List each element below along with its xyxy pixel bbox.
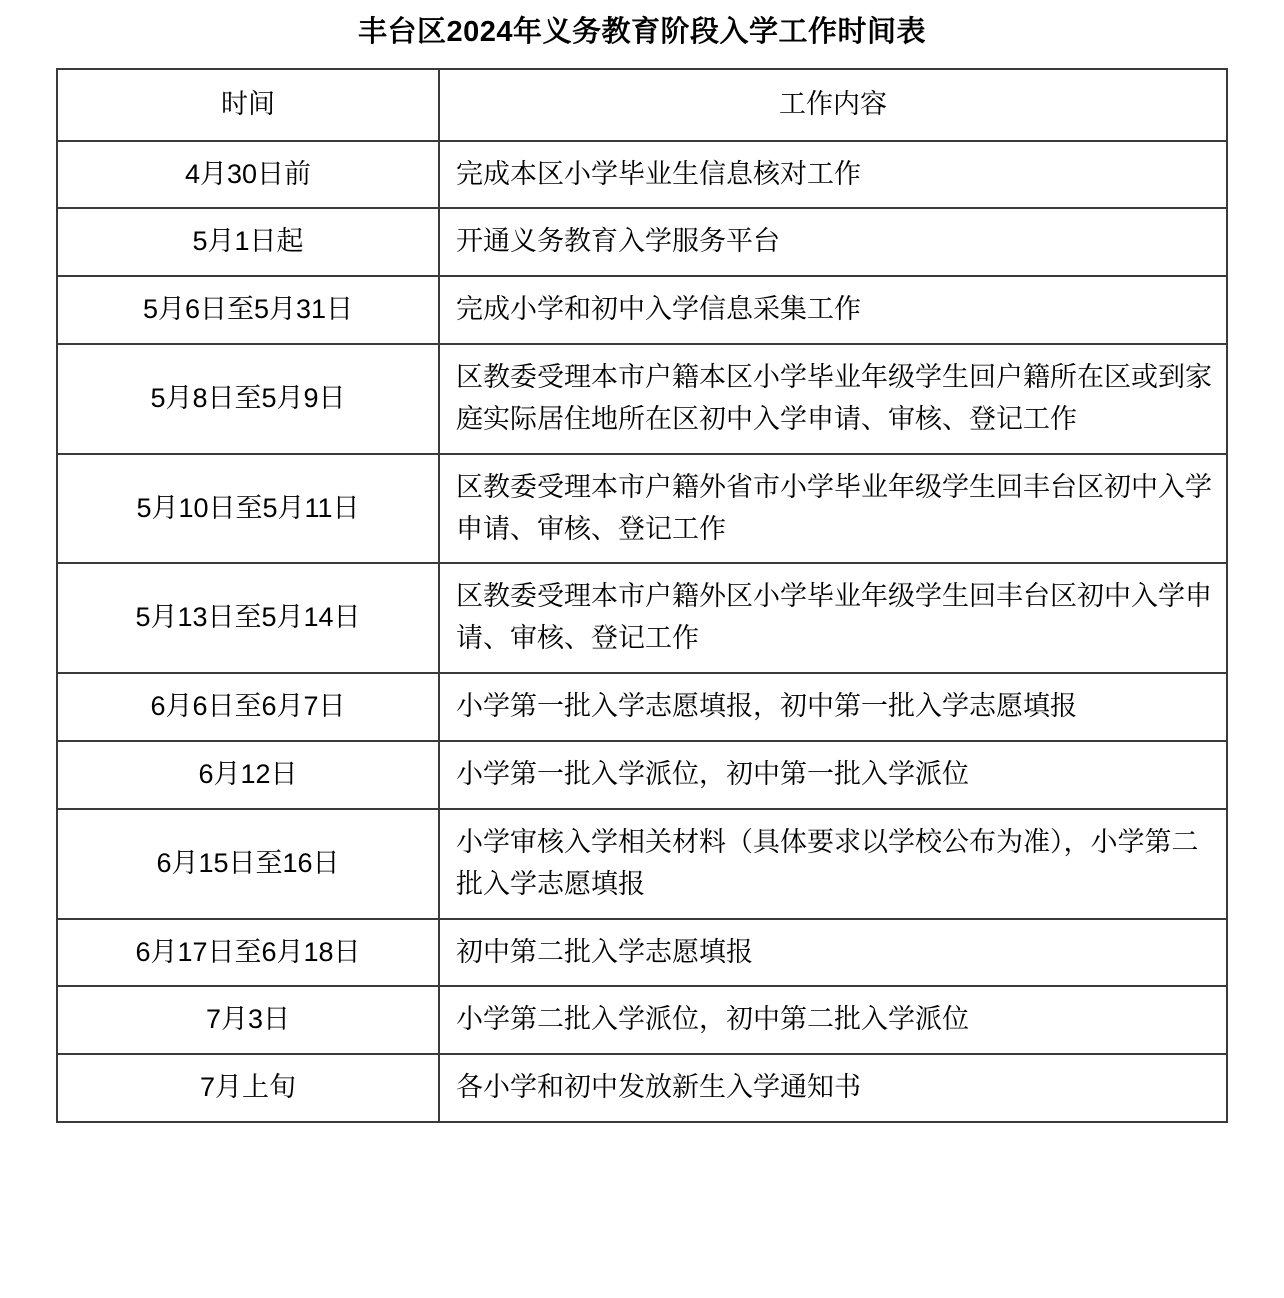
cell-content: 区教委受理本市户籍外省市小学毕业年级学生回丰台区初中入学申请、审核、登记工作 (439, 454, 1227, 564)
cell-time: 7月上旬 (57, 1054, 439, 1122)
table-row (57, 276, 1227, 344)
table-header (57, 69, 1227, 141)
column-header-time: 时间 (57, 69, 439, 141)
cell-time: 6月17日至6月18日 (57, 919, 439, 987)
cell-content: 区教委受理本市户籍本区小学毕业年级学生回户籍所在区或到家庭实际居住地所在区初中入学申请、审核、登记工作 (439, 344, 1227, 454)
cell-content: 各小学和初中发放新生入学通知书 (439, 1054, 1227, 1122)
table-row (57, 344, 1227, 454)
cell-time: 5月6日至5月31日 (57, 276, 439, 344)
page-title: 丰台区2024年义务教育阶段入学工作时间表 (357, 16, 926, 48)
cell-time: 5月13日至5月14日 (57, 563, 439, 673)
table-row (57, 1054, 1227, 1122)
cell-content: 完成本区小学毕业生信息核对工作 (439, 141, 1227, 209)
table-row (57, 741, 1227, 809)
cell-time: 6月12日 (57, 741, 439, 809)
table-row (57, 673, 1227, 741)
table-row (57, 208, 1227, 276)
table-body (57, 141, 1227, 1123)
column-header-content: 工作内容 (439, 69, 1227, 141)
table-header-row (57, 69, 1227, 141)
cell-content: 初中第二批入学志愿填报 (439, 919, 1227, 987)
table-row (57, 563, 1227, 673)
cell-content: 完成小学和初中入学信息采集工作 (439, 276, 1227, 344)
cell-time: 6月6日至6月7日 (57, 673, 439, 741)
cell-content: 小学第一批入学志愿填报，初中第一批入学志愿填报 (439, 673, 1227, 741)
schedule-table (56, 68, 1228, 1123)
cell-content: 小学审核入学相关材料（具体要求以学校公布为准），小学第二批入学志愿填报 (439, 809, 1227, 919)
cell-time: 5月8日至5月9日 (57, 344, 439, 454)
table-row (57, 986, 1227, 1054)
cell-time: 5月10日至5月11日 (57, 454, 439, 564)
cell-time: 5月1日起 (57, 208, 439, 276)
table-row (57, 919, 1227, 987)
cell-time: 4月30日前 (57, 141, 439, 209)
cell-content: 小学第二批入学派位，初中第二批入学派位 (439, 986, 1227, 1054)
table-row (57, 141, 1227, 209)
cell-time: 7月3日 (57, 986, 439, 1054)
cell-time: 6月15日至16日 (57, 809, 439, 919)
table-row (57, 454, 1227, 564)
cell-content: 区教委受理本市户籍外区小学毕业年级学生回丰台区初中入学申请、审核、登记工作 (439, 563, 1227, 673)
cell-content: 开通义务教育入学服务平台 (439, 208, 1227, 276)
table-row (57, 809, 1227, 919)
cell-content: 小学第一批入学派位，初中第一批入学派位 (439, 741, 1227, 809)
